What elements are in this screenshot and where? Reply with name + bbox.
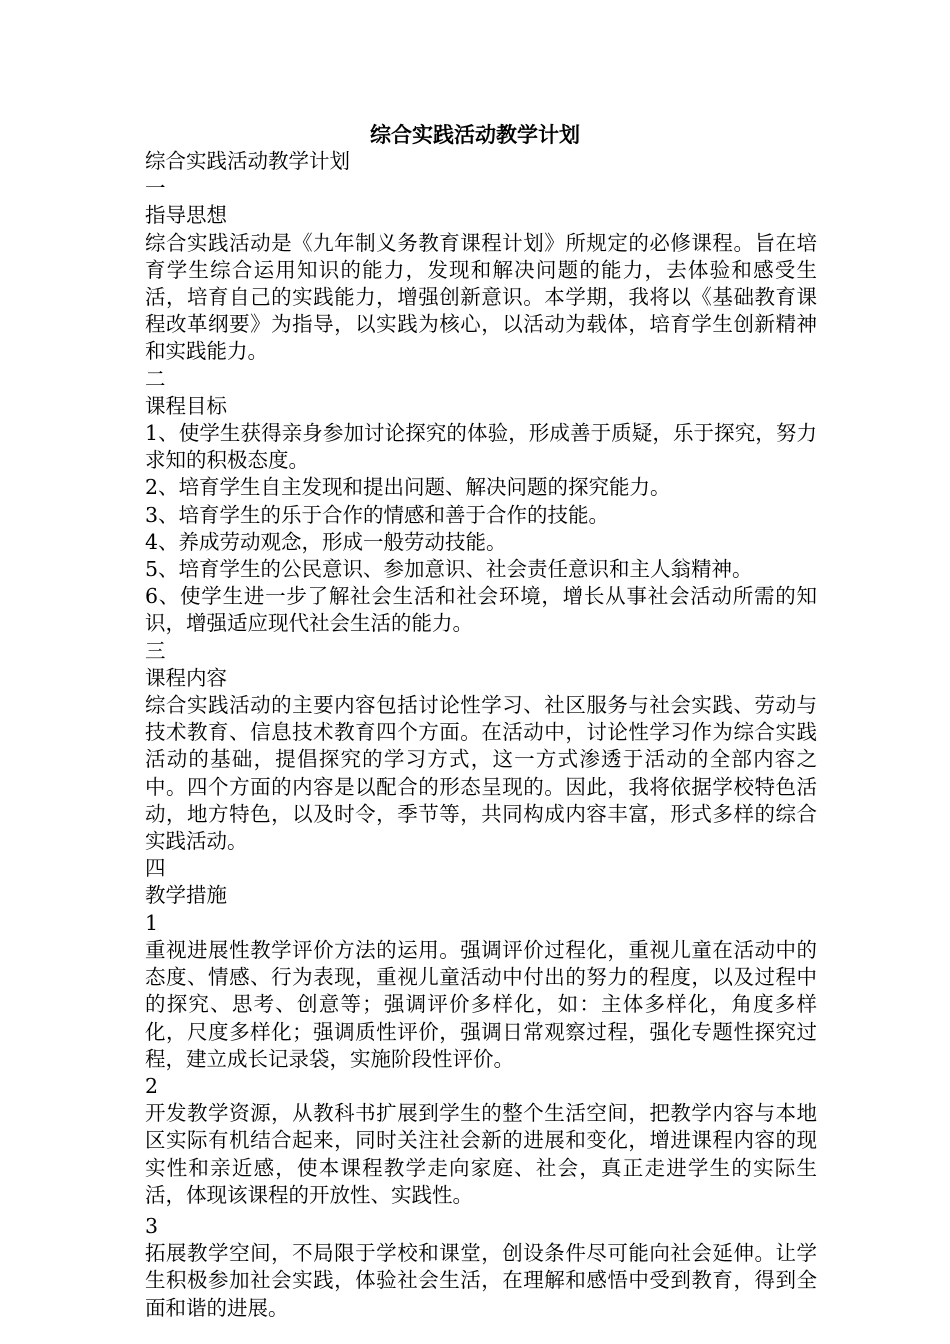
section-heading: 课程内容: [145, 665, 227, 690]
measure-text: 重视进展性教学评价方法的运用。强调评价过程化，重视儿童在活动中的态度、情感、行为表现，重视儿童活动中付出的努力的程度，以及过程中的探究、思考、创意等；强调评价多样化，如：主体多样化，角度多样化，尺度多样化；强调质性评价，强调日常观察过程，强化专题性探究过程，建立成长记录袋，实施阶段性评价。: [145, 937, 817, 1071]
measure-number: 3: [145, 1213, 159, 1238]
goal-item: 3、培育学生的乐于合作的情感和善于合作的技能。: [145, 502, 610, 527]
document-body: [145, 148, 817, 1322]
section-number: 四: [145, 856, 166, 881]
document-title: 综合实践活动教学计划: [370, 122, 580, 147]
goal-item: 5、培育学生的公民意识、参加意识、社会责任意识和主人翁精神。: [145, 557, 753, 582]
goal-item: 2、培育学生自主发现和提出问题、解决问题的探究能力。: [145, 475, 671, 500]
goal-item: 1、使学生获得亲身参加讨论探究的体验，形成善于质疑，乐于探究，努力求知的积极态度。: [145, 421, 817, 473]
measure-text: 拓展教学空间，不局限于学校和课堂，创设条件尽可能向社会延伸。让学生积极参加社会实践，体验社会生活，在理解和感悟中受到教育，得到全面和谐的进展。: [145, 1241, 817, 1320]
measure-text: 开发教学资源，从教科书扩展到学生的整个生活空间，把教学内容与本地区实际有机结合起来，同时关注社会新的进展和变化，增进课程内容的现实性和亲近感，使本课程教学走向家庭、社会，真正走进学生的实际生活，体现该课程的开放性、实践性。: [145, 1101, 817, 1207]
document-subtitle: 综合实践活动教学计划: [145, 149, 350, 173]
goal-item: 4、养成劳动观念，形成一般劳动技能。: [145, 529, 507, 554]
measure-number: 2: [145, 1073, 159, 1098]
measure-number: 1: [145, 910, 159, 935]
section-heading: 指导思想: [145, 203, 227, 228]
goal-item: 6、使学生进一步了解社会生活和社会环境，增长从事社会活动所需的知识，增强适应现代社会生活的能力。: [145, 584, 817, 636]
section-number: 一: [145, 176, 166, 201]
section-heading: 教学措施: [145, 883, 227, 908]
section-number: 二: [145, 366, 166, 391]
section-number: 三: [145, 638, 166, 663]
section-paragraph: 综合实践活动是《九年制义务教育课程计划》所规定的必修课程。旨在培育学生综合运用知识的能力，发现和解决问题的能力，去体验和感受生活，培育自己的实践能力，增强创新意识。本学期，我将以《基础教育课程改革纲要》为指导，以实践为核心，以活动为载体，培育学生创新精神和实践能力。: [145, 230, 817, 364]
section-paragraph: 综合实践活动的主要内容包括讨论性学习、社区服务与社会实践、劳动与技术教育、信息技术教育四个方面。在活动中，讨论性学习作为综合实践活动的基础，提倡探究的学习方式，这一方式渗透于活动的全部内容之中。四个方面的内容是以配合的形态呈现的。因此，我将依据学校特色活动，地方特色，以及时令，季节等，共同构成内容丰富，形式多样的综合实践活动。: [145, 693, 817, 854]
section-heading: 课程目标: [145, 393, 227, 418]
